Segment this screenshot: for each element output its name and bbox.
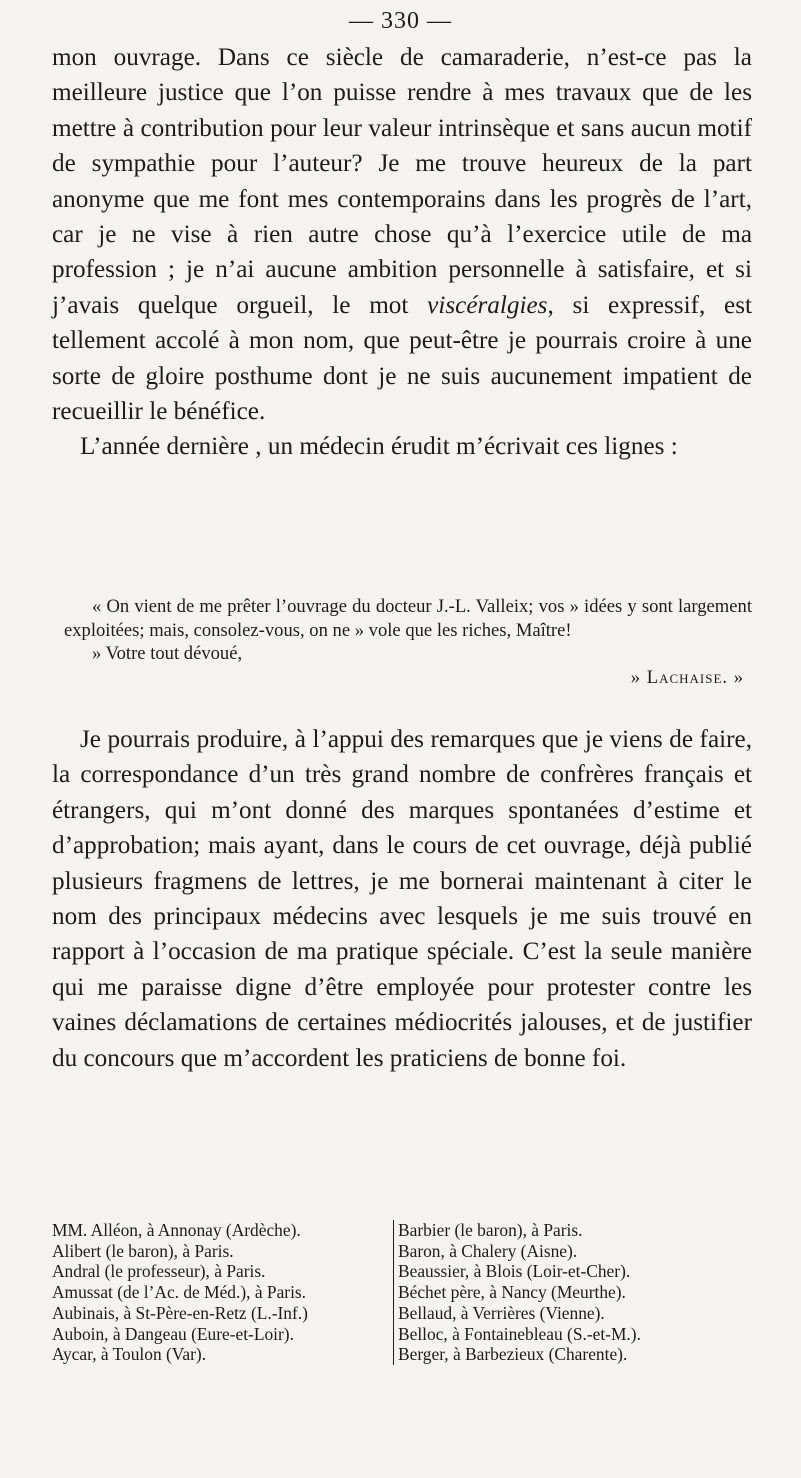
name-entry: Belloc, à Fontainebleau (S.-et-M.). [398,1323,641,1344]
quote-body: « On vient de me prêter l’ouvrage du docteur J.-L. Valleix; vos » idées y sont largement exploitées; mais, consolez-vous, on ne » vole que les riches, Maître! [64,596,752,641]
name-entry: Berger, à Barbezieux (Charente). [398,1344,628,1365]
name-entry: Alibert (le baron), à Paris. [52,1240,234,1261]
main-text-block-2 [52,722,752,1076]
paragraph-1-text-b: , si expressif, est tellement accolé à mon nom, que peut-être je pourrais croire à une sorte de gloire posthume dont je ne suis aucunement impatient de recueillir le bénéfice. [52,291,753,426]
name-entry: Amussat (de l’Ac. de Méd.), à Paris. [52,1282,307,1303]
emphasized-term: viscéralgies [427,291,548,319]
quote-closing: » Votre tout dévoué, [92,643,243,664]
name-entry: Auboin, à Dangeau (Eure-et-Loir). [52,1323,294,1344]
names-column-right [393,1220,758,1365]
quoted-letter [64,595,752,689]
name-entry: Béchet père, à Nancy (Meurthe). [398,1282,626,1303]
name-entry: Andral (le professeur), à Paris. [52,1261,266,1282]
page-number: — 330 — [349,8,452,34]
main-text-block [52,40,752,465]
name-entry: Baron, à Chalery (Aisne). [398,1240,578,1261]
name-entry: MM. Alléon, à Annonay (Ardèche). [52,1220,301,1240]
name-entry: Barbier (le baron), à Paris. [398,1220,583,1240]
paragraph-2: L’année dernière , un médecin érudit m’écrivait ces lignes : [80,433,678,461]
paragraph-1 [52,40,752,429]
name-entry: Bellaud, à Verrières (Vienne). [398,1302,605,1323]
name-entry: Beaussier, à Blois (Loir-et-Cher). [398,1261,631,1282]
quote-signature: » Lachaise. » [630,666,744,688]
name-entry: Aubinais, à St-Père-en-Retz (L.-Inf.) [52,1302,308,1323]
names-column-left [52,1220,382,1365]
paragraph-3: Je pourrais produire, à l’appui des remarques que je viens de faire, la correspondance d’un très grand nombre de confrères français et étrangers, qui m’ont donné des marques spontanées d’estime et d’approbation; mais ayant, dans le cours de cet ouvrage, déjà publié plusieurs fragmens de lettres, je me bornerai maintenant à citer le nom des principaux médecins avec lesquels je me suis trouvé en rapport à l’occasion de ma pratique spéciale. C’est la seule manière qui me paraisse digne d’être employée pour protester contre les vaines déclamations de certaines médiocrités jalouses, et de justifier du concours que m’accordent les praticiens de bonne foi. [52,726,752,1072]
name-entry: Aycar, à Toulon (Var). [52,1344,207,1365]
paragraph-1-text-a: mon ouvrage. Dans ce siècle de camaraderie, n’est-ce pas la meilleure justice que l’on puisse rendre à mes travaux que de les mettre à contribution pour leur valeur intrinsèque et sans aucun motif de sympathie pour l’auteur? Je me trouve heureux de la part anonyme que me font mes contemporains dans les progrès de l’art, car je ne vise à rien autre chose qu’à l’exercice utile de ma profession ; je n’ai aucune ambition personnelle à satisfaire, et si j’avais quelque orgueil, le mot [52,44,752,319]
